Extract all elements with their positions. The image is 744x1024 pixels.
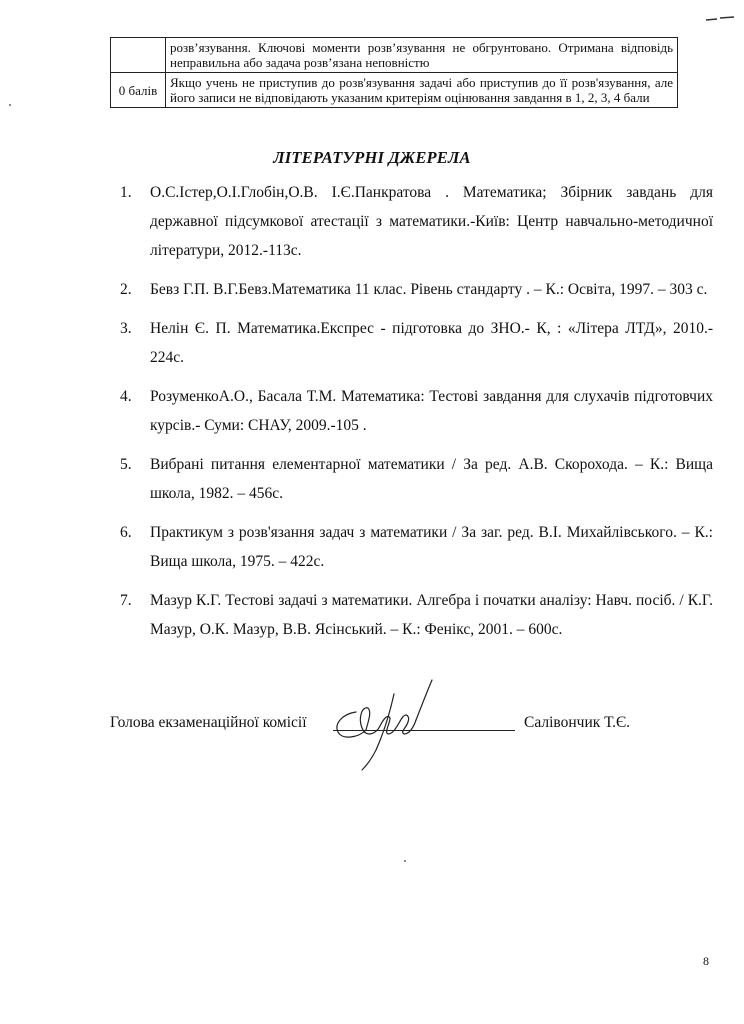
criteria-row bbox=[111, 73, 678, 108]
handwritten-signature bbox=[328, 672, 438, 772]
source-number: 1. bbox=[120, 184, 132, 201]
source-number: 7. bbox=[120, 592, 132, 609]
source-item bbox=[120, 586, 713, 644]
source-number: 3. bbox=[120, 320, 132, 337]
scan-speck bbox=[9, 104, 11, 106]
source-item bbox=[120, 518, 713, 576]
signature-label: Голова екзаменаційної комісії bbox=[110, 714, 307, 731]
source-item bbox=[120, 275, 713, 304]
source-text: О.С.Істер,О.І.Глобін,О.В. І.Є.Панкратова . Математика; Збірник завдань для державної підсумкової атестації з математики.-Київ: Центр навчально-методичної літератури, 2012.-113с. bbox=[150, 184, 713, 259]
source-text: Нелін Є. П. Математика.Експрес - підготовка до ЗНО.- К, : «Літера ЛТД», 2010.- 224с. bbox=[150, 320, 713, 366]
signatory-name: Салівончик Т.Є. bbox=[524, 714, 631, 731]
scan-speck bbox=[404, 860, 406, 862]
page-number: 8 bbox=[703, 954, 709, 968]
source-text: Практикум з розв'язання задач з математики / За заг. ред. В.І. Михайлівського. – К.: Вища школа, 1975. – 422с. bbox=[150, 524, 713, 570]
criteria-description: розв’язування. Ключові моменти розв’язування не обгрунтовано. Отримана відповідь неправильна або задача розв’язана неповністю bbox=[166, 38, 678, 73]
criteria-table bbox=[110, 37, 678, 108]
sources-list bbox=[120, 178, 713, 654]
source-text: Мазур К.Г. Тестові задачі з математики. Алгебра і початки аналізу: Навч. посіб. / К.Г. Мазур, О.К. Мазур, В.В. Ясінський. – К.: Фенікс, 2001. – 600с. bbox=[150, 592, 713, 638]
source-number: 5. bbox=[120, 456, 132, 473]
criteria-score bbox=[111, 38, 166, 73]
source-number: 2. bbox=[120, 281, 132, 298]
source-item bbox=[120, 178, 713, 265]
source-item bbox=[120, 382, 713, 440]
source-text: РозуменкоА.О., Басала Т.М. Математика: Тестові завдання для слухачів підготовчих курсів.- Суми: СНАУ, 2009.-105 . bbox=[150, 388, 713, 434]
corner-scan-mark bbox=[705, 14, 735, 24]
criteria-description: Якщо учень не приступив до розв'язування задачі або приступив до її розв'язування, але його записи не відповідають указаним критеріям оцінювання завдання в 1, 2, 3, 4 бали bbox=[166, 73, 678, 108]
source-number: 4. bbox=[120, 388, 132, 405]
source-number: 6. bbox=[120, 524, 132, 541]
criteria-score: 0 балів bbox=[111, 73, 166, 108]
source-item bbox=[120, 314, 713, 372]
criteria-row bbox=[111, 38, 678, 73]
source-item bbox=[120, 450, 713, 508]
source-text: Бевз Г.П. В.Г.Бевз.Математика 11 клас. Рівень стандарту . – К.: Освіта, 1997. – 303 с. bbox=[150, 281, 708, 298]
source-text: Вибрані питання елементарної математики / За ред. А.В. Скорохода. – К.: Вища школа, 1982. – 456с. bbox=[150, 456, 713, 502]
sources-title: ЛІТЕРАТУРНІ ДЖЕРЕЛА bbox=[273, 148, 471, 167]
